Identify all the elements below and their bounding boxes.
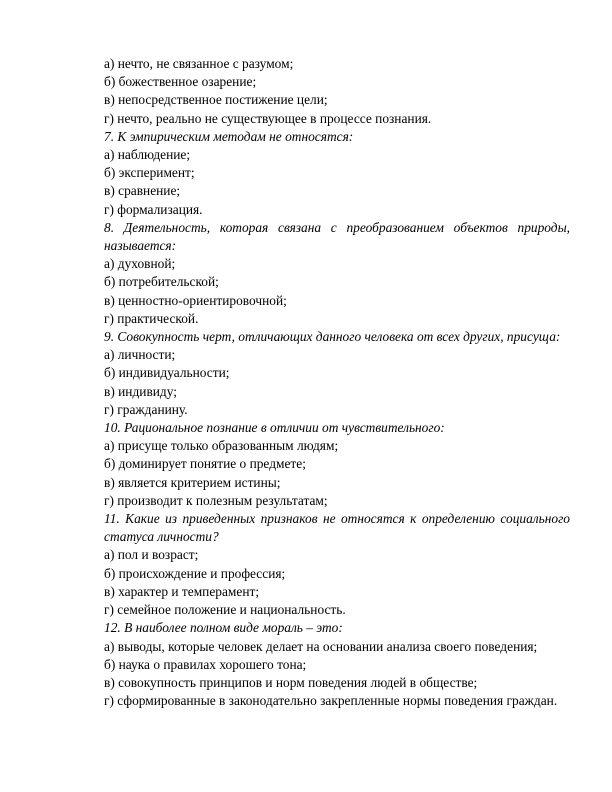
- option-d: г) сформированные в законодательно закрепленные нормы поведения граждан.: [104, 693, 558, 709]
- question-8: [104, 219, 570, 328]
- option-d: г) производит к полезным результатам;: [104, 492, 328, 508]
- option-b: б) эксперимент;: [104, 165, 195, 181]
- question-text: 8. Деятельность, которая связана с преобразованием объектов природы, называется:: [104, 219, 570, 254]
- option-c: в) совокупность принципов и норм поведения людей в обществе;: [104, 674, 478, 690]
- option-b: б) происхождение и профессия;: [104, 565, 286, 581]
- option-c: в) является критерием истины;: [104, 474, 281, 490]
- question-text: 11. Какие из приведенных признаков не относятся к определению социального статуса личности?: [104, 511, 570, 545]
- question-11: [104, 510, 570, 619]
- option-b: б) доминирует понятие о предмете;: [104, 456, 306, 472]
- option-c: в) индивиду;: [104, 383, 177, 399]
- option-d: г) формализация.: [104, 201, 203, 217]
- option-c: в) ценностно-ориентировочной;: [104, 292, 287, 308]
- question-10: [104, 419, 570, 510]
- option-c: в) непосредственное постижение цели;: [104, 92, 328, 108]
- option-b: б) потребительской;: [104, 274, 219, 290]
- question-7: [104, 128, 570, 219]
- question-9: [104, 328, 570, 419]
- option-b: б) наука о правилах хорошего тона;: [104, 656, 307, 672]
- option-d: г) гражданину.: [104, 401, 188, 417]
- question-12: [104, 619, 570, 710]
- option-a: а) духовной;: [104, 256, 176, 272]
- option-d: г) практической.: [104, 310, 199, 326]
- option-a: а) нечто, не связанное с разумом;: [104, 56, 294, 71]
- option-b: б) индивидуальности;: [104, 365, 230, 381]
- test-content: [104, 55, 570, 710]
- option-a: а) присуще только образованным людям;: [104, 438, 339, 454]
- option-a: а) личности;: [104, 347, 176, 363]
- question-text: 12. В наиболее полном виде мораль – это:: [104, 620, 343, 636]
- option-c: в) характер и темперамент;: [104, 583, 260, 599]
- option-c: в) сравнение;: [104, 183, 181, 199]
- option-d: г) семейное положение и национальность.: [104, 602, 346, 618]
- option-b: б) божественное озарение;: [104, 74, 257, 90]
- option-a: а) пол и возраст;: [104, 547, 199, 563]
- question-text: 7. К эмпирическим методам не относятся:: [104, 128, 354, 144]
- option-a: а) наблюдение;: [104, 147, 191, 163]
- question-text: 10. Рациональное познание в отличии от чувствительного:: [104, 420, 445, 436]
- option-d: г) нечто, реально не существующее в процессе познания.: [104, 110, 432, 126]
- option-a: а) выводы, которые человек делает на основании анализа своего поведения;: [104, 638, 538, 654]
- continued-options: [104, 55, 570, 128]
- question-text: 9. Совокупность черт, отличающих данного человека от всех других, присуща:: [104, 329, 561, 345]
